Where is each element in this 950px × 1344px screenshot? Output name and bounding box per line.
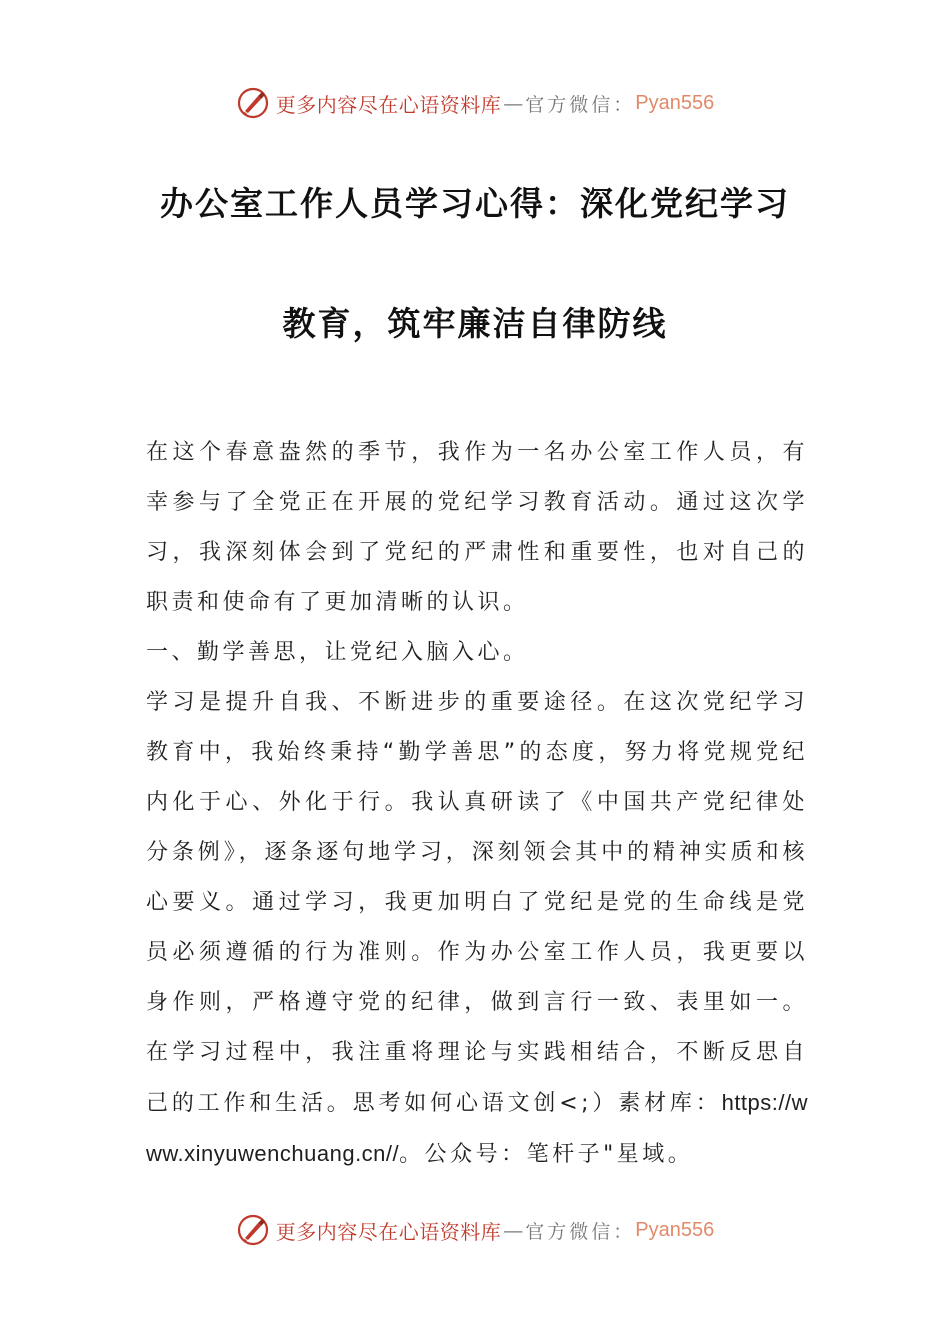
pen-logo-icon: [236, 86, 270, 120]
section-heading-1: 一、勤学善思，让党纪入脑入心。: [146, 640, 529, 665]
banner-dash: —: [503, 1218, 524, 1242]
pen-logo-icon: [236, 1213, 270, 1247]
section-1-paragraph: [146, 678, 808, 1180]
footer-watermark-banner: [0, 1210, 950, 1250]
intro-paragraph: 在这个春意盎然的季节，我作为一名办公室工作人员，有幸参与了全党正在开展的党纪学习教育活动。通过这次学习，我深刻体会到了党纪的严肃性和重要性，也对自己的职责和使命有了更加清晰的认识。: [146, 440, 808, 615]
section-1-tail-text: 。公众号：笔杆子"星域。: [399, 1142, 694, 1167]
banner-wechat-id: Pyan556: [635, 91, 715, 114]
document-title-line-2: 教育，筑牢廉洁自律防线: [282, 304, 668, 343]
banner-dash: —: [503, 91, 524, 115]
document-body: [146, 428, 808, 1180]
header-watermark-banner: [0, 83, 950, 123]
banner-wechat-label: 官方微信：: [525, 93, 636, 116]
source-url-text: https://www.xinyuwenchuang.cn//: [146, 1090, 808, 1166]
banner-wechat-id: Pyan556: [635, 1218, 715, 1241]
banner-wechat-label: 官方微信：: [525, 1220, 636, 1243]
banner-brand-text: 更多内容尽在心语资料库: [275, 92, 502, 117]
banner-brand-text: 更多内容尽在心语资料库: [275, 1219, 502, 1244]
section-1-text: 学习是提升自我、不断进步的重要途径。在这次党纪学习教育中，我始终秉持“勤学善思”的态度，努力将党规党纪内化于心、外化于行。我认真研读了《中国共产党纪律处分条例》，逐条逐句地学习，深刻领会其中的精神实质和核心要义。通过学习，我更加明白了党纪是党的生命线是党员必须遵循的行为准则。作为办公室工作人员，我更要以身作则，严格遵守党的纪律，做到言行一致、表里如一。在学习过程中，我注重将理论与实践相结合，不断反思自己的工作和生活。思考如何心语文创<;）素材库：: [146, 690, 808, 1116]
document-title-line-1: 办公室工作人员学习心得：深化党纪学习: [160, 184, 790, 223]
